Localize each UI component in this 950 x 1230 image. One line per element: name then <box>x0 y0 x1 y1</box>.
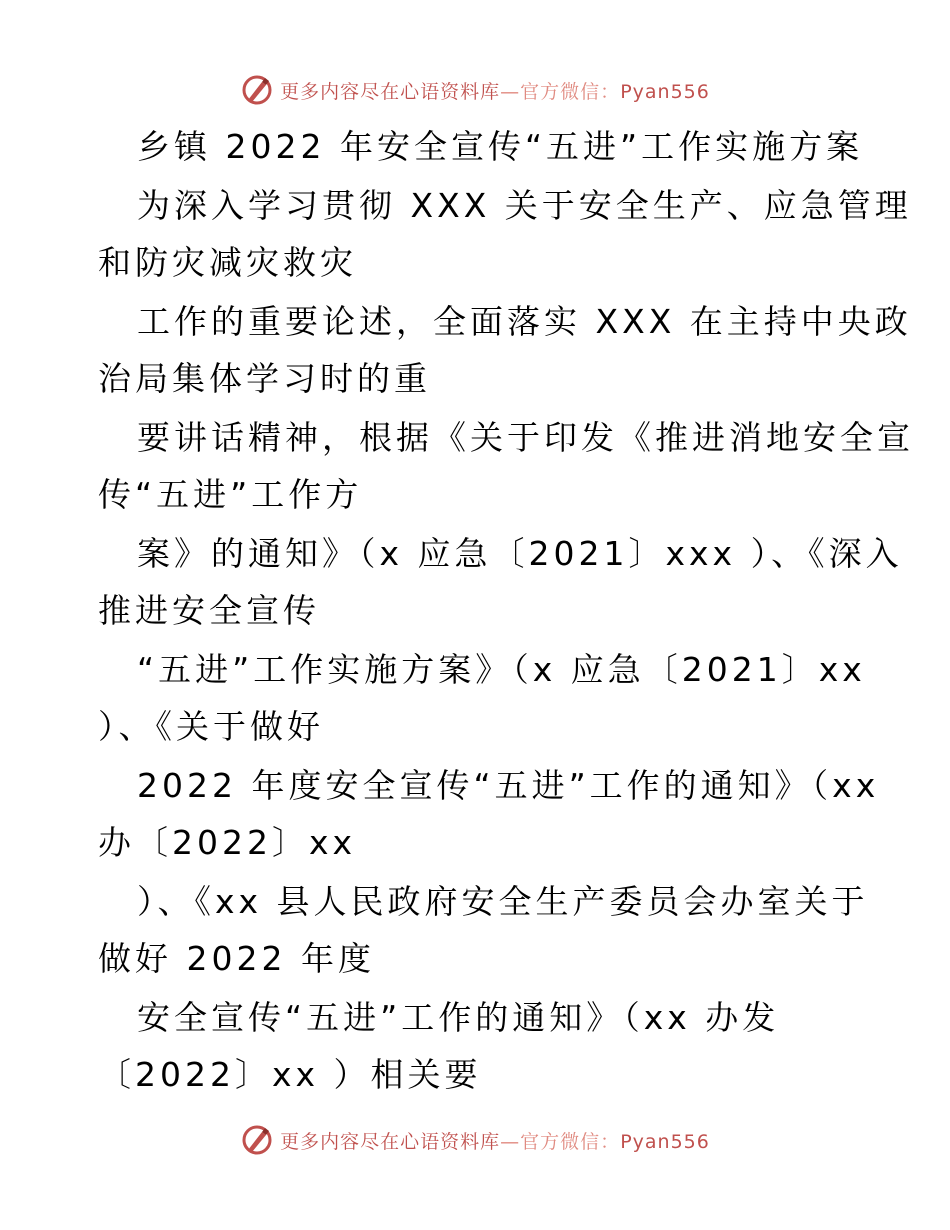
doc-line: 推进安全宣传 <box>98 591 320 630</box>
doc-line: 和防灾减灾救灾 <box>98 243 357 282</box>
doc-line: 案》的通知》（x 应急〔2021〕xxx ）、《深入 <box>137 534 903 573</box>
footer-watermark <box>0 1120 950 1160</box>
watermark-text: 更多内容尽在心语资料库—官方微信：Pyan556 <box>280 80 710 103</box>
doc-line: ）、《xx 县人民政府安全生产委员会办室关于 <box>137 882 869 921</box>
doc-line: 〔2022〕xx ）相关要 <box>98 1055 482 1094</box>
doc-title-line: 乡镇 2022 年安全宣传“五进”工作实施方案 <box>137 127 864 166</box>
pen-logo-icon <box>240 1123 274 1157</box>
doc-line: 安全宣传“五进”工作的通知》（xx 办发 <box>137 998 780 1037</box>
doc-line: 2022 年度安全宣传“五进”工作的通知》（xx <box>137 766 880 805</box>
doc-line: 为深入学习贯彻 XXX 关于安全生产、应急管理 <box>137 186 912 225</box>
doc-line: 办〔2022〕xx <box>98 823 357 862</box>
doc-line: 做好 2022 年度 <box>98 939 375 978</box>
doc-line: “五进”工作实施方案》（x 应急〔2021〕xx <box>137 650 866 689</box>
doc-line: 传“五进”工作方 <box>98 475 363 514</box>
doc-line: 要讲话精神，根据《关于印发《推进消地安全宣 <box>137 418 914 457</box>
doc-line: 治局集体学习时的重 <box>98 359 431 398</box>
doc-line: ）、《关于做好 <box>98 707 324 746</box>
doc-line: 工作的重要论述，全面落实 XXX 在主持中央政 <box>137 302 912 341</box>
watermark-text: 更多内容尽在心语资料库—官方微信：Pyan556 <box>280 1130 710 1153</box>
